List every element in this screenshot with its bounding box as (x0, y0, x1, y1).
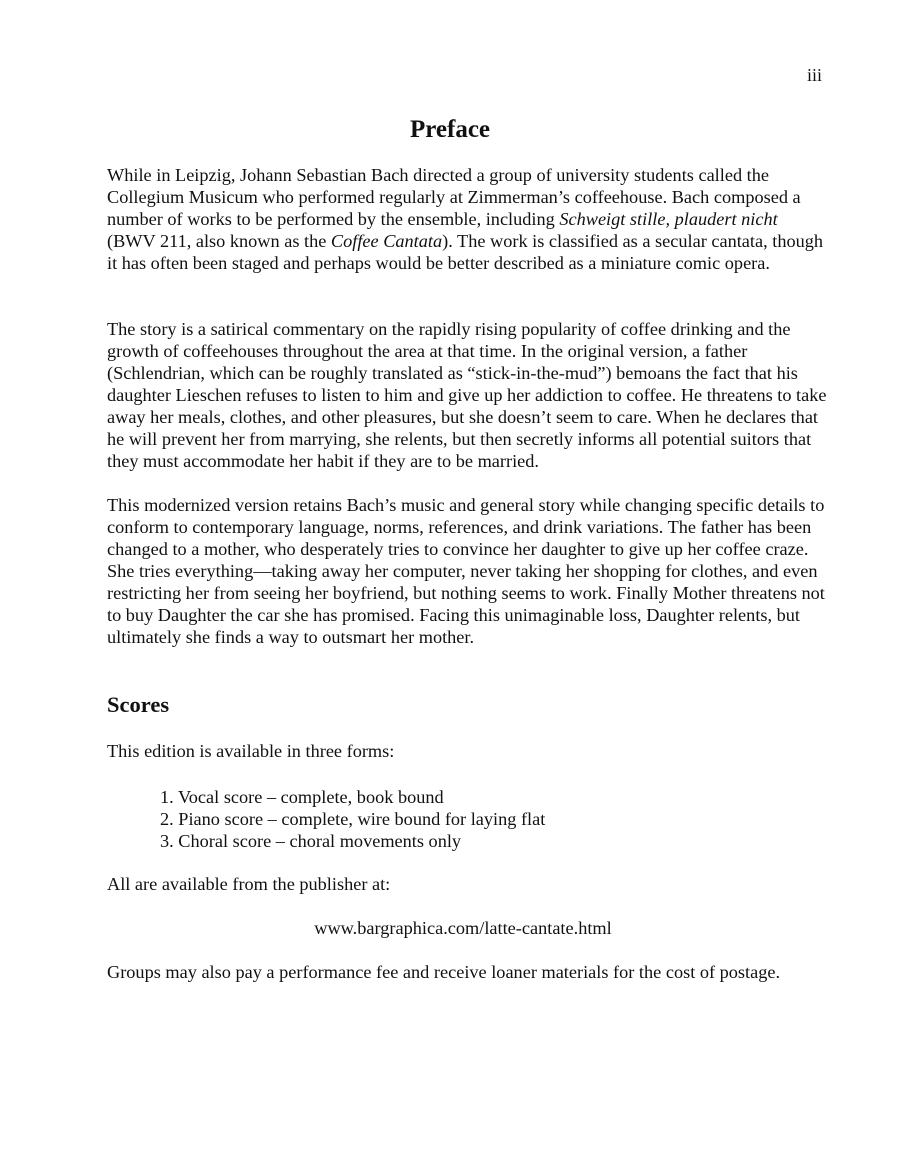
paragraph-text: While in Leipzig, Johann Sebastian Bach directed a group of university students called the Collegium Musicum who performed regularly at Zimmerman’s coffeehouse. Bach composed a number of works to be performed by the ensemble, including (107, 165, 801, 229)
list-item: 1. Vocal score – complete, book bound (160, 787, 444, 807)
performance-fee-note: Groups may also pay a performance fee and receive loaner materials for the cost of postage. (107, 962, 781, 982)
preface-paragraph-2: The story is a satirical commentary on the rapidly rising popularity of coffee drinking and the growth of coffeehouses throughout the area at that time. In the original version, a father (Schlendrian, which can be roughly translated as “stick-in-the-mud”) bemoans the fact that his daughter Lieschen refuses to listen to him and give up her addiction to coffee. He threatens to take away her meals, clothes, and other pleasures, but she doesn’t seem to care. When he declares that he will prevent her from marrying, she relents, but then secretly informs all potential suitors that they must accommodate her habit if they are to be married. (107, 319, 827, 471)
work-nickname-italic: Coffee Cantata (330, 231, 443, 251)
scores-heading: Scores (107, 692, 170, 717)
paragraph-text: ). The work is classified as a secular cantata, though it has often been staged and perhaps would be better described as a miniature comic opera. (107, 231, 824, 273)
scores-list (160, 786, 545, 852)
list-item: 3. Choral score – choral movements only (160, 831, 462, 851)
scores-intro: This edition is available in three forms: (107, 741, 395, 761)
paragraph-text: (BWV 211, also known as the (107, 231, 331, 251)
availability-text: All are available from the publisher at: (107, 874, 391, 894)
page-title: Preface (409, 116, 491, 143)
list-item: 2. Piano score – complete, wire bound for laying flat (160, 809, 546, 829)
page-number: iii (806, 65, 822, 85)
publisher-url: www.bargraphica.com/latte-cantate.html (314, 918, 612, 938)
preface-paragraph-1 (107, 164, 827, 274)
preface-paragraph-3: This modernized version retains Bach’s music and general story while changing specific details to conform to contemporary language, norms, references, and drink variations. The father has been changed to a mother, who desperately tries to convince her daughter to give up her coffee craze. She tries everything—taking away her computer, never taking her shopping for clothes, and even restricting her from seeing her boyfriend, but nothing seems to work. Finally Mother threatens not to buy Daughter the car she has promised. Facing this unimaginable loss, Daughter relents, but ultimately she finds a way to outsmart her mother. (107, 495, 825, 647)
work-title-italic: Schweigt stille, plaudert nicht (559, 209, 778, 229)
